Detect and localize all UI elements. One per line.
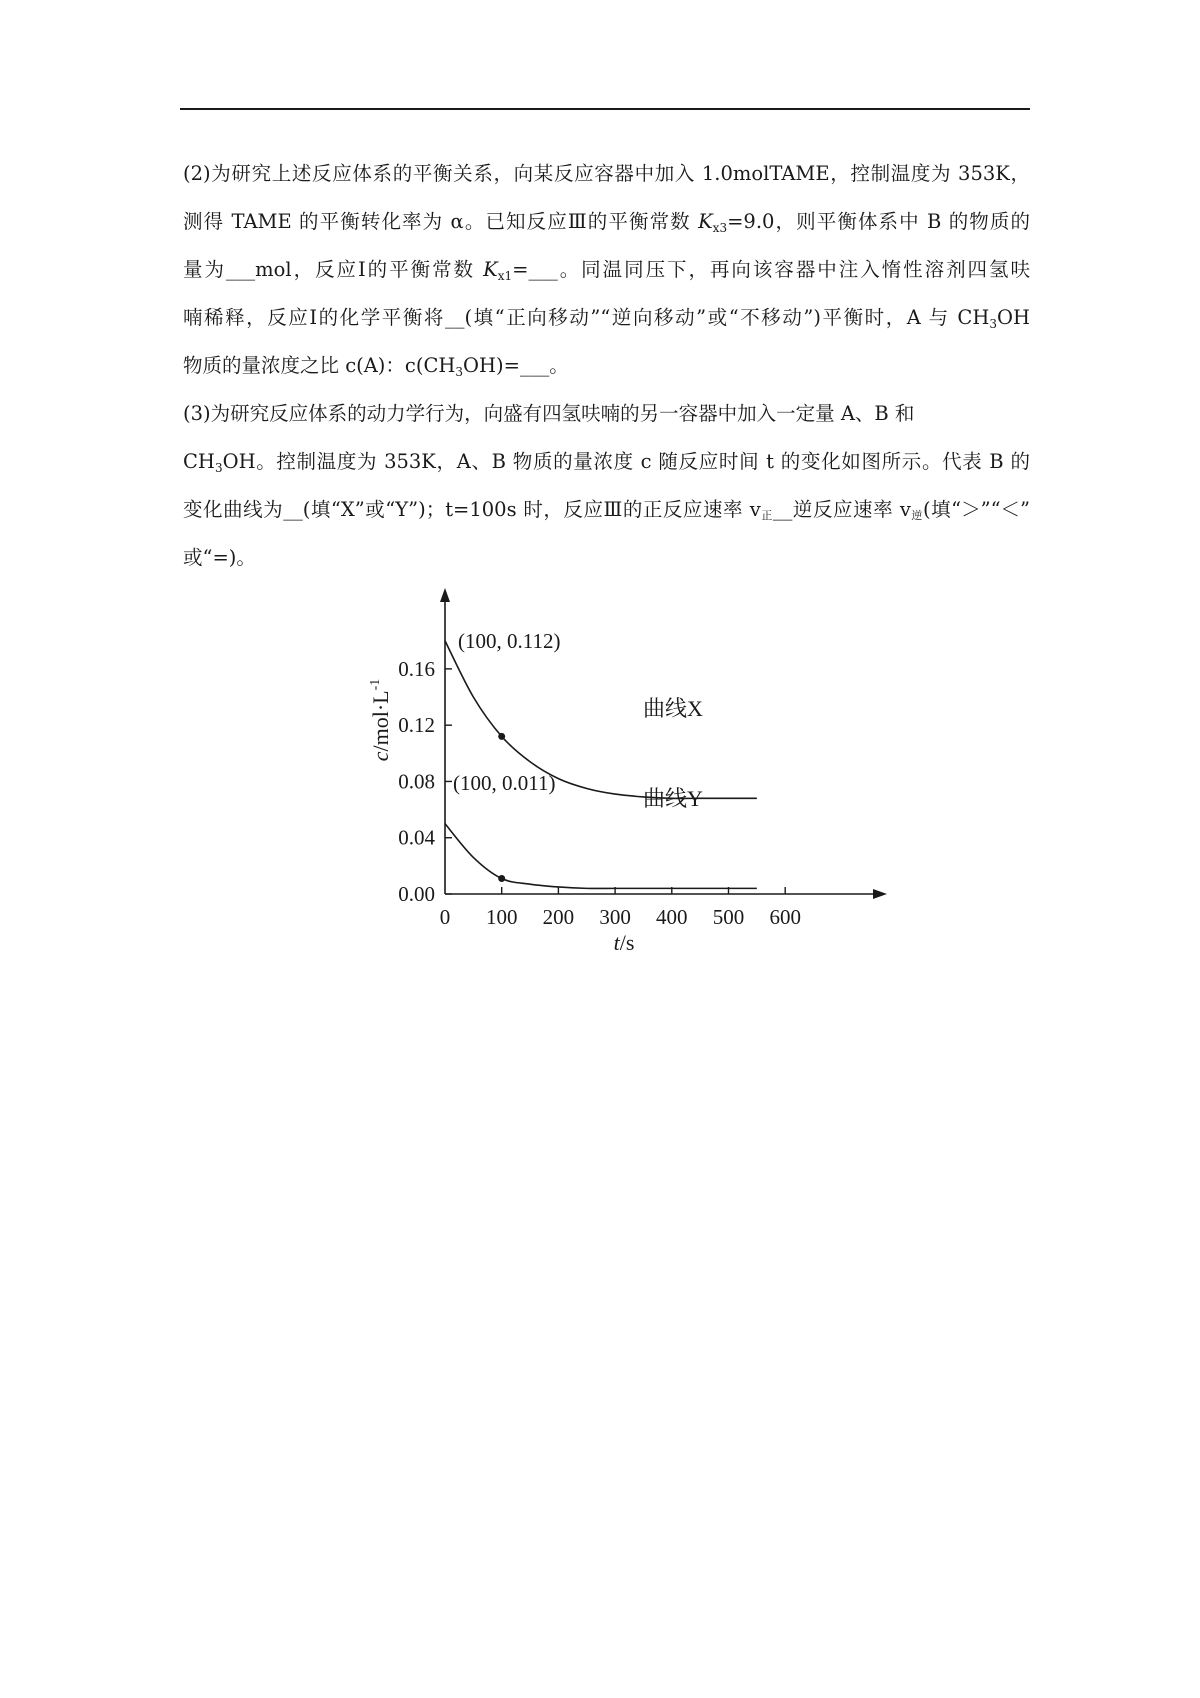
data-point-marker xyxy=(498,733,505,740)
q3-line-4: 或“=)。 xyxy=(183,546,256,569)
series-layer xyxy=(445,629,757,888)
x-tick-label: 400 xyxy=(656,905,688,929)
y-tick-label: 0.08 xyxy=(398,769,435,794)
q2-line-2: 测得 TAME 的平衡转化率为 α。已知反应Ⅲ的平衡常数 $K_{x3}=9.0$，则平衡体系中 B 的物质的 xyxy=(183,210,1031,235)
y-tick-label: 0.04 xyxy=(398,825,435,850)
x-tick-label: 600 xyxy=(769,905,801,929)
q2-line-3: 量为___mol，反应Ⅰ的平衡常数 $K_{x1}=\_\_\_$。同温同压下，再向该容器中注入惰性溶剂四氢呋 xyxy=(183,258,1030,283)
y-tick-label: 0.16 xyxy=(398,656,435,681)
concentration-time-chart xyxy=(340,580,900,980)
y-axis-arrow xyxy=(440,588,450,602)
y-tick-label: 0.00 xyxy=(398,882,435,906)
x-tick-label: 100 xyxy=(485,905,518,929)
data-point-label: (100, 0.011) xyxy=(453,771,556,795)
series-name-label: 曲线Y xyxy=(643,786,703,811)
question-text xyxy=(183,150,1030,582)
y-axis-label: $c/mol\cdot L^{-1}$ xyxy=(368,678,393,762)
q3-line-2: $CH_3OH$。控制温度为 353K，A、B 物质的量浓度 c 随反应时间 t 的变化如图所示。代表 B 的 xyxy=(183,450,1030,475)
x-tick-label: 300 xyxy=(599,905,631,929)
data-point-label: (100, 0.112) xyxy=(458,629,561,653)
x-tick-label: 500 xyxy=(712,905,745,929)
x-tick-label: 200 xyxy=(542,905,575,929)
q3-line-3: 变化曲线为__(填“X”或“Y”)；t=100s 时，反应Ⅲ的正反应速率 v正__逆反应速率 v逆(填“＞”“＜” xyxy=(183,498,1031,522)
q3-line-1: (3)为研究反应体系的动力学行为，向盛有四氢呋喃的另一容器中加入一定量 A、B 和 xyxy=(183,402,915,425)
q2-line-5: 物质的量浓度之比 c(A)：$c(CH_3OH)=\_\_\_$。 xyxy=(183,354,569,379)
x-axis-arrow xyxy=(873,889,887,899)
data-point-marker xyxy=(498,875,505,882)
y-tick-label: 0.12 xyxy=(398,713,435,738)
q2-line-1: (2)为研究上述反应体系的平衡关系，向某反应容器中加入 1.0molTAME，控制温度为 353K， xyxy=(183,162,1030,185)
x-axis-label: t/s xyxy=(613,930,635,955)
q2-line-4: 喃稀释，反应Ⅰ的化学平衡将__(填“正向移动”“逆向移动”或“不移动”)平衡时，A 与 $CH_3OH$ xyxy=(183,306,1030,331)
y-ticks xyxy=(398,657,452,906)
header-rule xyxy=(180,108,1030,110)
x-tick-label: 0 xyxy=(439,905,451,929)
series-line-y xyxy=(445,824,757,889)
series-name-label: 曲线X xyxy=(643,696,703,721)
